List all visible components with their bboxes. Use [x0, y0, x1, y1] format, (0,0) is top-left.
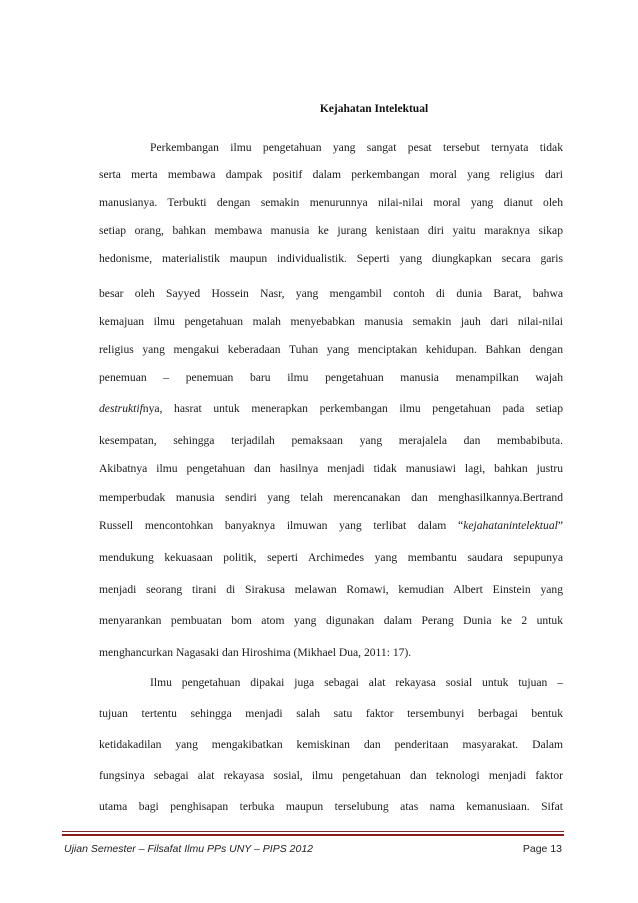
- footer-rule-thin: [62, 831, 564, 832]
- footer-page-number: Page 13: [522, 843, 562, 855]
- text-line-17: menyarankan pembuatan bom atom yang digunakan dalam Perang Dunia ke 2 untuk: [99, 614, 563, 627]
- text-line-10: [99, 401, 563, 417]
- text-line-11: kesempatan, sehingga terjadilah pemaksaan yang merajalela dan membabibuta.: [99, 434, 563, 447]
- text-line-14: [99, 518, 563, 534]
- text-line-15: mendukung kekuasaan politik, seperti Archimedes yang membantu saudara sepupunya: [99, 551, 563, 564]
- text-line-3: manusianya. Terbukti dengan semakin menurunnya nilai-nilai moral yang dianut oleh: [99, 196, 563, 209]
- text-line-9: penemuan – penemuan baru ilmu pengetahuan manusia menampilkan wajah: [99, 371, 563, 384]
- footer-rule-thick: [62, 834, 564, 836]
- text-line-6: besar oleh Sayyed Hossein Nasr, yang mengambil contoh di dunia Barat, bahwa: [99, 287, 563, 300]
- text-line-23: utama bagi penghisapan terbuka maupun terselubung atas nama kemanusiaan. Sifat: [99, 800, 563, 813]
- italic-word-destruktif: destruktif: [99, 402, 143, 415]
- text-line-13: memperbudak manusia sendiri yang telah merencanakan dan menghasilkannya.Bertrand: [99, 491, 563, 504]
- text-line-21: ketidakadilan yang mengakibatkan kemiskinan dan penderitaan masyarakat. Dalam: [99, 738, 563, 751]
- footer-course-info: Ujian Semester – Filsafat Ilmu PPs UNY – PIPS 2012: [64, 843, 313, 855]
- text-line-4: setiap orang, bahkan membawa manusia ke jurang kenistaan diri yaitu maraknya sikap: [99, 224, 563, 237]
- text-line-20: tujuan tertentu sehingga menjadi salah satu faktor tersembunyi berbagai bentuk: [99, 707, 563, 720]
- text-line-18: menghancurkan Nagasaki dan Hiroshima (Mikhael Dua, 2011: 17).: [99, 646, 412, 659]
- line-14-end: ”: [557, 519, 563, 532]
- text-line-2: serta merta membawa dampak positif dalam perkembangan moral yang religius dari: [99, 168, 563, 181]
- text-line-7: kemajuan ilmu pengetahuan malah menyebabkan manusia semakin jauh dari nilai-nilai: [99, 315, 563, 328]
- text-line-12: Akibatnya ilmu pengetahuan dan hasilnya menjadi tidak manusiawi lagi, bahkan justru: [99, 462, 563, 475]
- text-line-5: hedonisme, materialistik maupun individualistik. Seperti yang diungkapkan secara garis: [99, 252, 563, 265]
- text-line-22: fungsinya sebagai alat rekayasa sosial, ilmu pengetahuan dan teknologi menjadi faktor: [99, 769, 563, 782]
- text-line-19: Ilmu pengetahuan dipakai juga sebagai alat rekayasa sosial untuk tujuan –: [150, 676, 563, 689]
- text-line-1: Perkembangan ilmu pengetahuan yang sangat pesat tersebut ternyata tidak: [150, 141, 563, 154]
- line-14-start: Russell mencontohkan banyaknya ilmuwan yang terlibat dalam “: [99, 519, 464, 532]
- text-line-16: menjadi seorang tirani di Sirakusa melawan Romawi, kemudian Albert Einstein yang: [99, 583, 563, 596]
- section-title: Kejahatan Intelektual: [319, 103, 429, 115]
- italic-phrase-kejahatan: kejahatanintelektual: [463, 519, 558, 532]
- line-10-rest: nya, hasrat untuk menerapkan perkembangan ilmu pengetahuan pada setiap: [142, 402, 563, 415]
- text-line-8: religius yang mengakui keberadaan Tuhan yang menciptakan kehidupan. Bahkan dengan: [99, 343, 563, 356]
